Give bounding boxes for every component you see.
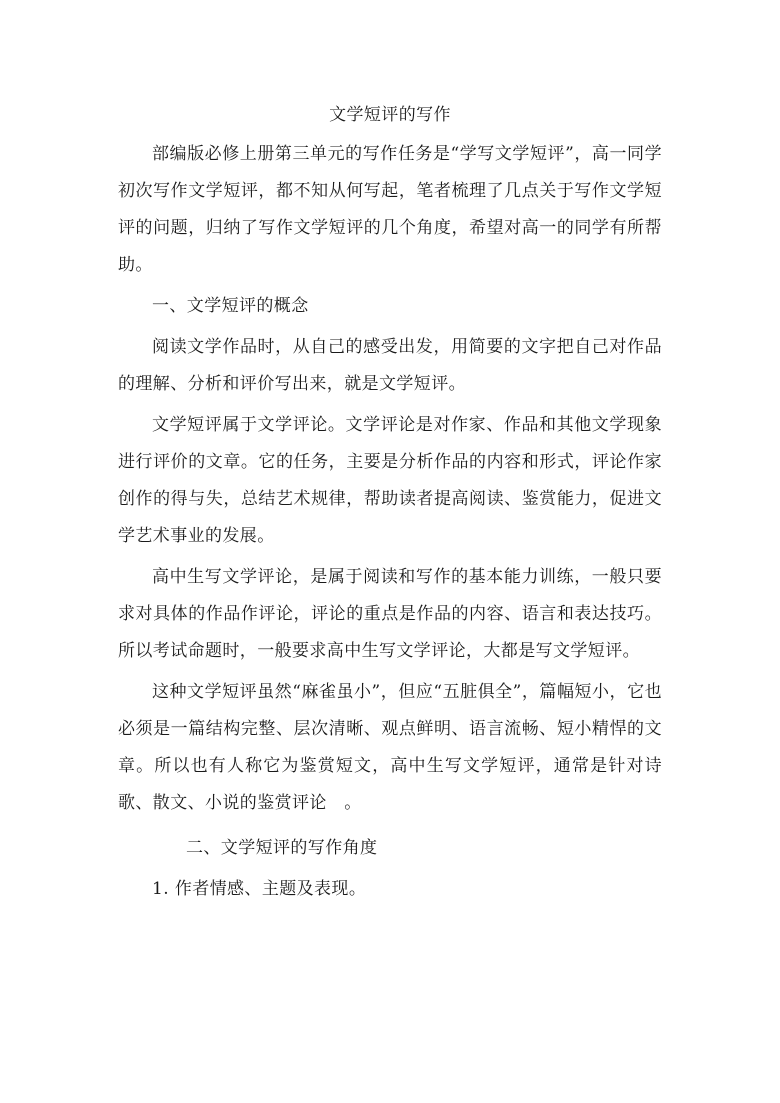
section-heading-concept: 一、文学短评的概念 [152,296,309,316]
concept-paragraph-3: 高中生写文学评论，是属于阅读和写作的基本能力训练，一般只要求对具体的作品作评论，评论的重点是作品的内容、语言和表达技巧。所以考试命题时，一般要求高中生写文学评论，大都是写文学短评。 [118,567,662,661]
concept-paragraph-1: 阅读文学作品时，从自己的感受出发，用简要的文字把自己对作品的理解、分析和评价写出来，就是文学短评。 [118,337,662,394]
list-item-1: 1. 作者情感、主题及表现。 [152,879,367,899]
concept-paragraph-2: 文学短评属于文学评论。文学评论是对作家、作品和其他文学现象进行评价的文章。它的任务，主要是分析作品的内容和形式，评论作家创作的得与失，总结艺术规律，帮助读者提高阅读、鉴赏能力，促进文学艺术事业的发展。 [118,415,662,546]
document-body [118,96,662,912]
section-heading-angles: 二、文学短评的写作角度 [186,838,378,858]
intro-paragraph: 部编版必修上册第三单元的写作任务是“学写文学短评”，高一同学初次写作文学短评，都不知从何写起，笔者梳理了几点关于写作文学短评的问题，归纳了写作文学短评的几个角度，希望对高一的同学有所帮助。 [118,144,662,275]
concept-paragraph-4: 这种文学短评虽然“麻雀虽小”，但应“五脏俱全”，篇幅短小，它也必须是一篇结构完整、层次清晰、观点鲜明、语言流畅、短小精悍的文章。所以也有人称它为鉴赏短文，高中生写文学短评，通常是针对诗歌、散文、小说的鉴赏评论 。 [118,682,662,813]
document-title: 文学短评的写作 [329,105,451,125]
